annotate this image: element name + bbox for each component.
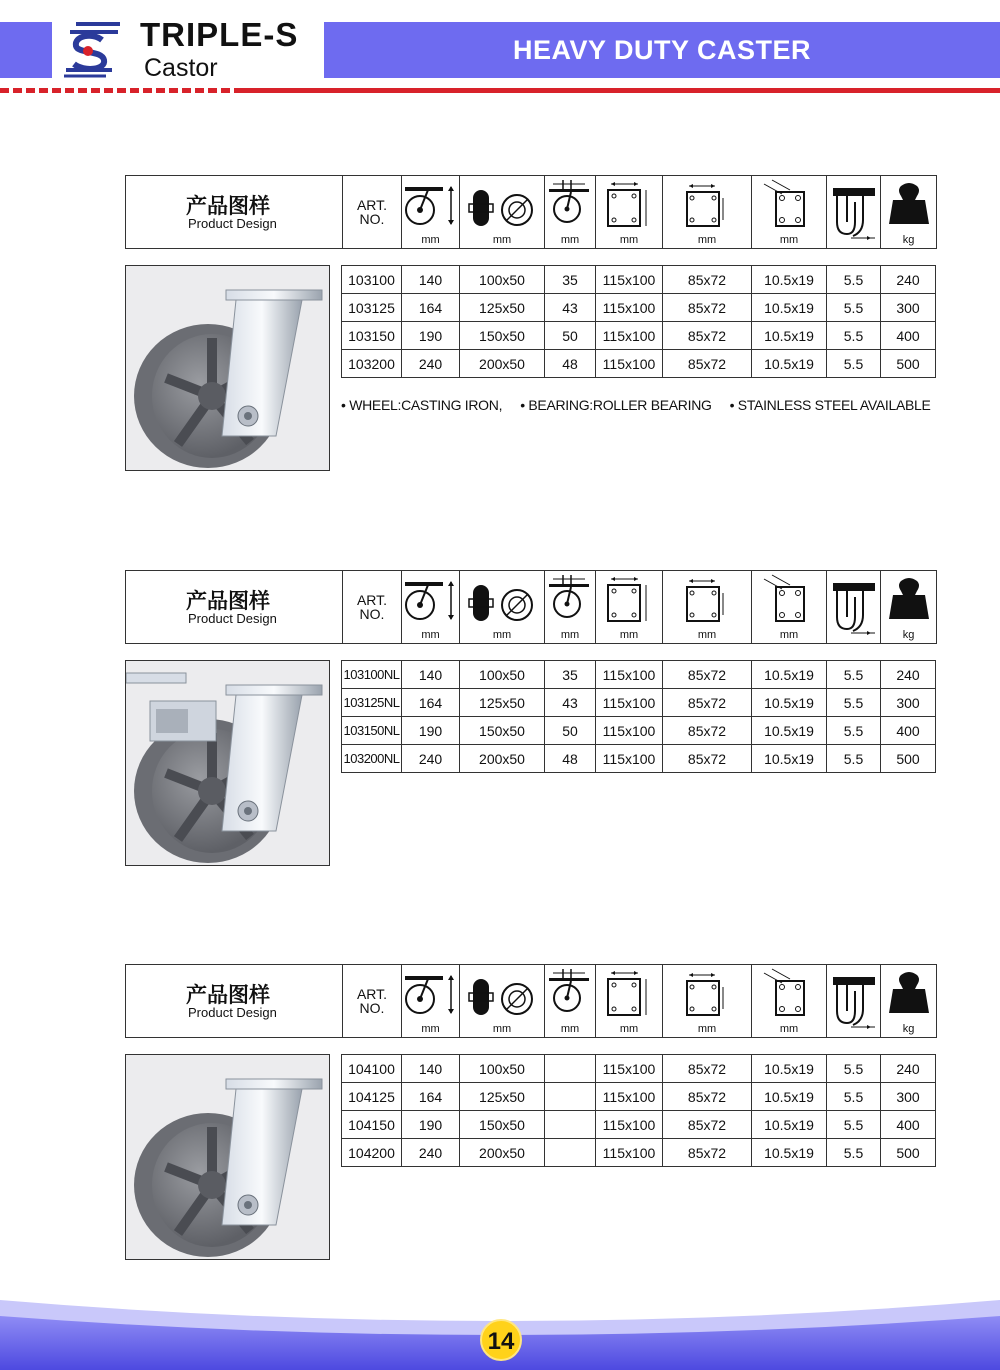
bolt-spacing-header — [663, 571, 752, 643]
height-header — [402, 571, 460, 643]
unit-label: mm — [697, 234, 717, 246]
spec-cell: 115x100 — [596, 1139, 663, 1167]
spec-cell: 85x72 — [663, 350, 752, 378]
spec-cell — [545, 1083, 596, 1111]
overall-height-icon — [402, 176, 460, 236]
wheel-size-icon — [460, 571, 545, 631]
spec-cell: 115x100 — [596, 745, 663, 773]
unit-label: kg — [902, 629, 915, 641]
product-design-cn-label: 产品图样 — [186, 983, 270, 1007]
spec-cell: 125x50 — [460, 1083, 545, 1111]
spec-cell: 5.5 — [827, 689, 881, 717]
unit-label: kg — [902, 1023, 915, 1035]
spec-cell: 125x50 — [460, 689, 545, 717]
spec-cell — [545, 1055, 596, 1083]
page-number: 14 — [487, 1328, 515, 1355]
note-item: • BEARING:ROLLER BEARING — [520, 397, 712, 413]
spec-cell: 400 — [881, 717, 936, 745]
product-section-3 — [0, 964, 1000, 1264]
spec-cell: 10.5x19 — [752, 1139, 827, 1167]
spec-table — [341, 660, 936, 773]
table-row — [342, 350, 936, 378]
unit-label: mm — [619, 234, 639, 246]
bolt-hole-spacing-icon — [663, 571, 752, 631]
spec-cell: 300 — [881, 1083, 936, 1111]
unit-label: mm — [492, 629, 512, 641]
art-no-cell: 103100 — [342, 266, 402, 294]
unit-label: mm — [619, 629, 639, 641]
swivel-caster-with-brake-photo-image — [126, 661, 330, 866]
plate-size-header — [596, 571, 663, 643]
spec-cell: 100x50 — [460, 1055, 545, 1083]
art-no-header — [343, 965, 402, 1037]
overall-height-icon — [402, 965, 460, 1025]
spec-cell: 190 — [402, 322, 460, 350]
spec-cell: 500 — [881, 1139, 936, 1167]
spec-cell: 10.5x19 — [752, 1111, 827, 1139]
spec-cell: 150x50 — [460, 1111, 545, 1139]
offset-icon — [545, 176, 596, 236]
offset-icon — [545, 571, 596, 631]
spec-cell: 140 — [402, 661, 460, 689]
dashed-divider — [0, 88, 238, 93]
spec-cell: 5.5 — [827, 1055, 881, 1083]
title-bar — [324, 22, 1000, 78]
spec-cell: 5.5 — [827, 294, 881, 322]
table-row — [342, 689, 936, 717]
bolt-hole-size-icon — [752, 176, 827, 236]
spec-cell: 85x72 — [663, 1055, 752, 1083]
height-header — [402, 965, 460, 1037]
art-no-cell: 104100 — [342, 1055, 402, 1083]
spec-cell: 35 — [545, 266, 596, 294]
unit-label: mm — [421, 629, 440, 641]
unit-label: kg — [902, 234, 915, 246]
spec-cell: 115x100 — [596, 294, 663, 322]
plate-thickness-header — [827, 176, 881, 248]
spec-cell: 115x100 — [596, 1111, 663, 1139]
spec-cell: 400 — [881, 1111, 936, 1139]
art-no-cell: 103125NL — [342, 689, 402, 717]
art-no-cell: 104200 — [342, 1139, 402, 1167]
table-row — [342, 1083, 936, 1111]
product-design-header — [126, 176, 343, 248]
table-row — [342, 745, 936, 773]
spec-header — [125, 570, 937, 644]
spec-cell: 5.5 — [827, 717, 881, 745]
table-row — [342, 322, 936, 350]
triple-s-logo-icon — [62, 18, 122, 78]
spec-cell: 164 — [402, 294, 460, 322]
spec-cell: 150x50 — [460, 322, 545, 350]
load-capacity-icon — [881, 571, 936, 631]
product-section-1 — [0, 175, 1000, 475]
spec-cell: 200x50 — [460, 350, 545, 378]
spec-cell: 240 — [402, 1139, 460, 1167]
bolt-hole-spacing-icon — [663, 176, 752, 236]
spec-header — [125, 964, 937, 1038]
spec-header — [125, 175, 937, 249]
plate-size-header — [596, 965, 663, 1037]
spec-cell: 100x50 — [460, 266, 545, 294]
swivel-caster-with-brake-photo — [125, 660, 330, 866]
plate-size-icon — [596, 176, 663, 236]
spec-cell: 10.5x19 — [752, 322, 827, 350]
spec-cell: 85x72 — [663, 322, 752, 350]
bolt-hole-size-icon — [752, 965, 827, 1025]
spec-notes — [341, 397, 949, 413]
spec-cell: 50 — [545, 322, 596, 350]
load-header — [881, 965, 936, 1037]
spec-cell — [545, 1139, 596, 1167]
spec-cell: 10.5x19 — [752, 350, 827, 378]
bolt-hole-spacing-icon — [663, 965, 752, 1025]
spec-cell: 115x100 — [596, 717, 663, 745]
plate-thickness-header — [827, 571, 881, 643]
brand-name: TRIPLE-S — [140, 16, 299, 53]
spec-cell: 240 — [881, 661, 936, 689]
plate-size-icon — [596, 965, 663, 1025]
unit-label: mm — [492, 1023, 512, 1035]
spec-cell: 115x100 — [596, 689, 663, 717]
spec-cell: 300 — [881, 294, 936, 322]
product-design-en-label: Product Design — [188, 1005, 277, 1020]
art-no-cell: 104150 — [342, 1111, 402, 1139]
unit-label: mm — [492, 234, 512, 246]
swivel-caster-photo-image — [126, 266, 330, 471]
wheel-size-icon — [460, 176, 545, 236]
spec-cell: 85x72 — [663, 266, 752, 294]
overall-height-icon — [402, 571, 460, 631]
table-row — [342, 266, 936, 294]
bolt-spacing-header — [663, 965, 752, 1037]
art-no-cell: 103125 — [342, 294, 402, 322]
page-number-badge — [480, 1319, 522, 1361]
spec-cell: 10.5x19 — [752, 689, 827, 717]
unit-label: mm — [697, 1023, 717, 1035]
plate-thickness-icon — [827, 571, 881, 643]
spec-cell: 35 — [545, 661, 596, 689]
spec-cell: 5.5 — [827, 1083, 881, 1111]
spec-cell: 5.5 — [827, 745, 881, 773]
plate-thickness-icon — [827, 965, 881, 1037]
art-no-header — [343, 176, 402, 248]
spec-cell: 10.5x19 — [752, 1083, 827, 1111]
spec-cell: 85x72 — [663, 717, 752, 745]
plate-size-header — [596, 176, 663, 248]
spec-cell: 5.5 — [827, 266, 881, 294]
bolt-spacing-header — [663, 176, 752, 248]
unit-label: mm — [560, 234, 580, 246]
product-design-cn-label: 产品图样 — [186, 194, 270, 218]
plate-thickness-header — [827, 965, 881, 1037]
spec-cell: 140 — [402, 1055, 460, 1083]
spec-cell: 115x100 — [596, 661, 663, 689]
plate-size-icon — [596, 571, 663, 631]
brand-subtitle: Castor — [144, 54, 218, 82]
spec-cell: 85x72 — [663, 1111, 752, 1139]
spec-cell: 140 — [402, 266, 460, 294]
table-row — [342, 1139, 936, 1167]
rigid-caster-photo-image — [126, 1055, 330, 1260]
art-no-cell: 103200 — [342, 350, 402, 378]
product-design-en-label: Product Design — [188, 611, 277, 626]
load-capacity-icon — [881, 965, 936, 1025]
spec-cell: 10.5x19 — [752, 661, 827, 689]
unit-label: mm — [697, 629, 717, 641]
spec-cell: 115x100 — [596, 1055, 663, 1083]
offset-header — [545, 965, 596, 1037]
art-no-label: ART. NO. — [356, 986, 388, 1016]
spec-cell: 240 — [402, 745, 460, 773]
spec-cell: 164 — [402, 1083, 460, 1111]
spec-cell: 190 — [402, 1111, 460, 1139]
table-row — [342, 294, 936, 322]
art-no-header — [343, 571, 402, 643]
spec-cell: 10.5x19 — [752, 266, 827, 294]
bolt-hole-header — [752, 571, 827, 643]
art-no-cell: 103150 — [342, 322, 402, 350]
spec-cell: 240 — [402, 350, 460, 378]
rigid-caster-photo — [125, 1054, 330, 1260]
unit-label: mm — [619, 1023, 639, 1035]
product-design-header — [126, 965, 343, 1037]
spec-cell: 48 — [545, 745, 596, 773]
offset-header — [545, 176, 596, 248]
wheel-size-icon — [460, 965, 545, 1025]
table-row — [342, 717, 936, 745]
red-divider — [238, 88, 1000, 93]
spec-cell: 85x72 — [663, 661, 752, 689]
spec-cell: 500 — [881, 350, 936, 378]
page-title: HEAVY DUTY CASTER — [512, 35, 812, 65]
unit-label: mm — [779, 1023, 799, 1035]
spec-cell: 50 — [545, 717, 596, 745]
spec-cell: 85x72 — [663, 745, 752, 773]
unit-label: mm — [560, 629, 580, 641]
art-no-label: ART. NO. — [356, 592, 388, 622]
load-header — [881, 571, 936, 643]
spec-cell: 5.5 — [827, 322, 881, 350]
bolt-hole-header — [752, 965, 827, 1037]
spec-cell: 10.5x19 — [752, 1055, 827, 1083]
spec-cell: 115x100 — [596, 350, 663, 378]
product-design-header — [126, 571, 343, 643]
spec-cell: 43 — [545, 689, 596, 717]
spec-cell — [545, 1111, 596, 1139]
table-row — [342, 661, 936, 689]
height-header — [402, 176, 460, 248]
spec-cell: 164 — [402, 689, 460, 717]
spec-cell: 115x100 — [596, 266, 663, 294]
spec-cell: 190 — [402, 717, 460, 745]
brand-logo — [52, 12, 322, 84]
spec-cell: 240 — [881, 1055, 936, 1083]
product-section-2 — [0, 570, 1000, 870]
wheel-header — [460, 965, 545, 1037]
spec-cell: 500 — [881, 745, 936, 773]
table-row — [342, 1111, 936, 1139]
spec-cell: 200x50 — [460, 745, 545, 773]
spec-table — [341, 1054, 936, 1167]
swivel-caster-photo — [125, 265, 330, 471]
spec-cell: 85x72 — [663, 1139, 752, 1167]
spec-cell: 115x100 — [596, 322, 663, 350]
bolt-hole-header — [752, 176, 827, 248]
spec-cell: 300 — [881, 689, 936, 717]
spec-cell: 85x72 — [663, 1083, 752, 1111]
art-no-cell: 104125 — [342, 1083, 402, 1111]
spec-table — [341, 265, 936, 378]
spec-cell: 200x50 — [460, 1139, 545, 1167]
spec-cell: 10.5x19 — [752, 745, 827, 773]
load-header — [881, 176, 936, 248]
load-capacity-icon — [881, 176, 936, 236]
note-item: • STAINLESS STEEL AVAILABLE — [729, 397, 931, 413]
spec-cell: 5.5 — [827, 1139, 881, 1167]
spec-cell: 5.5 — [827, 1111, 881, 1139]
spec-cell: 85x72 — [663, 689, 752, 717]
spec-cell: 100x50 — [460, 661, 545, 689]
wheel-header — [460, 571, 545, 643]
table-row — [342, 1055, 936, 1083]
spec-cell: 48 — [545, 350, 596, 378]
spec-cell: 115x100 — [596, 1083, 663, 1111]
spec-cell: 125x50 — [460, 294, 545, 322]
unit-label: mm — [560, 1023, 580, 1035]
art-no-cell: 103150NL — [342, 717, 402, 745]
offset-icon — [545, 965, 596, 1025]
spec-cell: 150x50 — [460, 717, 545, 745]
product-design-en-label: Product Design — [188, 216, 277, 231]
spec-cell: 10.5x19 — [752, 717, 827, 745]
art-no-cell: 103100NL — [342, 661, 402, 689]
spec-cell: 5.5 — [827, 350, 881, 378]
unit-label: mm — [779, 234, 799, 246]
spec-cell: 5.5 — [827, 661, 881, 689]
wheel-header — [460, 176, 545, 248]
spec-cell: 240 — [881, 266, 936, 294]
unit-label: mm — [779, 629, 799, 641]
spec-cell: 85x72 — [663, 294, 752, 322]
plate-thickness-icon — [827, 176, 881, 248]
product-design-cn-label: 产品图样 — [186, 589, 270, 613]
spec-cell: 10.5x19 — [752, 294, 827, 322]
bolt-hole-size-icon — [752, 571, 827, 631]
unit-label: mm — [421, 1023, 440, 1035]
header-accent-bar — [0, 22, 52, 78]
art-no-cell: 103200NL — [342, 745, 402, 773]
offset-header — [545, 571, 596, 643]
spec-cell: 400 — [881, 322, 936, 350]
spec-cell: 43 — [545, 294, 596, 322]
note-item: • WHEEL:CASTING IRON, — [341, 397, 503, 413]
unit-label: mm — [421, 234, 440, 246]
art-no-label: ART. NO. — [356, 197, 388, 227]
